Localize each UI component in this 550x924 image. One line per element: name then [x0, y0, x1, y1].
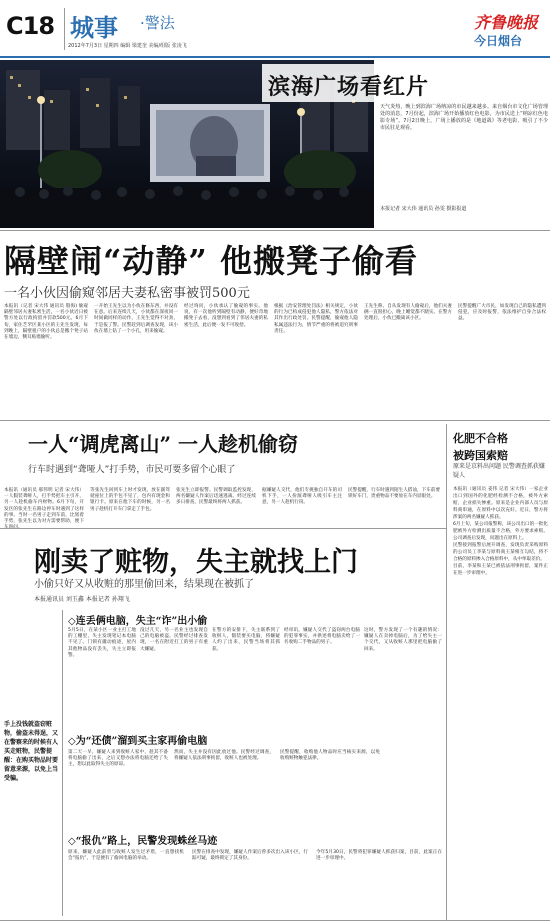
story4-column: 5月5日，在某小区一业主打工地的工棚里，失主发现笔记本电脑不见了。门锁有撬动痕迹，屋内其他物品没有丢失，失主立即报警。 [68, 628, 136, 658]
story2-column: 本报讯（记者 宋大伟 通讯员 殷海) 偷窥隔壁邻居夫妻私密生活，一名小伙近日被警方处以行政拘留并罚款500元。6月下旬，家住芝罘区某小区的王先生发现，每到晚上，隔壁租户的小伙总是搬个凳子站在墙边，侧耳贴墙偷听。 [4, 304, 88, 341]
story2-headline: 隔壁闹“动静” 他搬凳子偷看 [4, 242, 418, 280]
story2-column: 一开始王先生以为小伙在修东西，并没有在意。后来连续几天，小伙都在深夜同一时间做同样的动作，王先生觉得不对劲，于是报了警。民警赶到后调查发现，该小伙在墙上钻了一个小孔，用来偷窥。 [94, 304, 178, 334]
story3-column: 张先生立即报警。民警调取监控发现，两名嫌疑人作案后迅速逃离。经过连续多日排查，民警最终将两人抓获。 [176, 488, 256, 506]
sidebar-headline-line1: 化肥不合格 [453, 432, 508, 445]
story4-subhead: 小偷只好又从收赃的那里偷回来，结果现在被抓了 [34, 579, 254, 590]
story4-column: 没过几天，另一名业主也发现自己的电脑被盗。民警经过排查发现，一名在附近打工的男子有重大嫌疑。 [140, 628, 208, 652]
story3-column: 民警提醒，行车时遇到陌生人搭讪，下车前要锁好车门，贵重物品不要放在车内显眼处。 [348, 488, 440, 500]
bottom-rule [0, 920, 550, 921]
story3-subhead: 行车时遇到“聋哑人”打手势，市民可要多留个心眼了 [28, 465, 236, 475]
section-title: 城事 [70, 13, 118, 42]
edition-name: 今日烟台 [474, 34, 523, 48]
story4-column: 民警提醒，收购他人物品时应当核实来源，以免收购赃物触犯法律。 [280, 750, 380, 762]
column-rule [62, 610, 63, 916]
sidebar-subhead: 原来是京料出问题 民警调查抓获嫌疑人 [453, 463, 545, 479]
rule [0, 420, 550, 421]
story2-column: 经过询问，小伙承认了偷窥的事实。他说，有一次他听到隔壁有动静，便好奇地搬凳子去看，没想到看到了邻居夫妻的私密生活，此后便一发不可收拾。 [184, 304, 268, 328]
story2-column: 王先生称，自从发现有人偷窥后，他们夫妻俩一直很担心，晚上睡觉都不踏实。在警方处理后，小伙已搬离该小区。 [364, 304, 452, 322]
story2-column: 根据《治安管理处罚法》相关规定，小伙的行为已构成侵犯他人隐私，警方依法对其作出行政处罚。民警提醒，偷窥他人隐私属违法行为，情节严重的将被追究刑事责任。 [274, 304, 358, 334]
story4-column: 第二天一早，嫌疑人来到收赃人家中，趁其不备将电脑偷了出来，之后又想办法将电脑还给了失主，想以此取得失主的原谅。 [68, 750, 168, 768]
story4-column: 今年5月30日，民警将犯罪嫌疑人抓获归案，目前，此案正在进一步审理中。 [316, 850, 442, 862]
newspaper-logo: 齐鲁晚报 [474, 13, 539, 32]
story4-byline: 本报通讯员 刘玉鑫 本报记者 孙翔飞 [34, 596, 130, 603]
story1-byline: 本报记者 宋大伟 通讯员 孙雯 摄影报道 [380, 206, 467, 212]
story1-headline: 滨海广场看红片 [268, 74, 430, 100]
page-number: C18 [6, 12, 55, 40]
story2-column: 民警提醒广大市民，如发现自己的隐私遭到侵犯，应及时报警，依法维护自身合法权益。 [458, 304, 546, 322]
story3-column: 本报讯（通讯员 郝伟明 记者 宋大伟）一人假装聋哑人，打手势把车主引开，另一人趁机偷车内财物。6月下旬，开发区的张先生在路边停车时遇到了这样的事。当时一名男子走到车前，比划着手势，张先生以为对方需要帮助，便下 [4, 488, 84, 525]
sidebar-headline-line2: 被跨国索赔 [453, 449, 508, 462]
story4-column: 原来，嫌疑人此前曾与收赃人发生过矛盾，一直想找机会“报仇”，于是便有了偷回电脑的举动。 [68, 850, 184, 862]
story3-column: 等张先生回到车上时才发现，放在副驾驶座位上的手包不见了，包内有现金和银行卡。原来在他下车的时候，另一名男子趁机打开车门拿走了手包。 [90, 488, 170, 512]
rule [0, 230, 550, 231]
header-divider [64, 8, 65, 50]
story4-column: 经审讯，嫌疑人交代了盗窃两台电脑的犯罪事实，并供述将电脑卖给了一名收购二手物品的男子。 [284, 628, 360, 646]
story3-headline: 一人“调虎离山” 一人趁机偷窃 [28, 432, 298, 456]
story4-column: 在警方的安排下，失主联系到了收赃人，假装要买电脑，将嫌疑人约了出来，民警当场将其抓获。 [212, 628, 280, 652]
header-rule [0, 56, 550, 58]
column-rule [446, 424, 447, 920]
story4-section-title: ◇“报仇”路上，民警发现蛛丝马迹 [68, 836, 218, 847]
rule [0, 528, 446, 529]
story4-headline: 刚卖了赃物，失主就找上门 [34, 547, 358, 578]
sidebar-body: 本报讯（通讯员 姜伟 记者 宋大伟）一家企业出口到国外的化肥经检测不合格，被外方索赔，企业损失惨重。原来是企业内部人员与原料商串通，在原料中以次充好。近日，警方将涉案的两名嫌疑人抓获。 6月上旬，某公司报警称，该公司出口的一批化肥被外方检测出质量不合格，外方要求索赔。公司调查后发现，问题出在原料上。 民警接到报警后展开调查，发现负责采购原料的公司员工李某与原料商王某相互勾结，将不合格的原料掺入合格原料中，从中牟取差价。 目前，李某和王某已被依法刑事拘留，案件正在进一步审理中。 [453, 487, 548, 576]
story3-column: 据嫌疑人交代，他们专挑独自开车的司机下手，一人扮演聋哑人吸引车主注意，另一人趁机行窃。 [262, 488, 342, 506]
story4-section-title: ◇连丢俩电脑，失主“诈”出小偷 [68, 616, 208, 627]
story4-column: 民警在排查中发现，嫌疑人作案后曾多次出入该小区，行踪可疑，最终锁定了其身份。 [192, 850, 308, 862]
story4-section-title: ◇为“还债”溜到买主家再偷电脑 [68, 736, 208, 747]
story1-body: 天气炎热，晚上到滨海广场纳凉的市民越来越多。来自烟台市文化广场管理处的消息，7月份起，滨海广场开始播放红色电影，为市民送上“纳凉红色电影专场”。7月2日晚上，广场上播放的是《地道战》等老电影，吸引了不少市民驻足观看。 [380, 104, 548, 131]
section-subtitle: ·警法 [140, 14, 175, 32]
sidebar-headline [453, 430, 548, 464]
story4-column: 这时，警方发现了一个有趣的情况：嫌疑人在卖掉电脑后，为了给失主一个交代，又从收赃人那里把电脑偷了回来。 [364, 628, 442, 652]
issue-meta: 2012年7月3日 星期四 编辑 梁建奎 美编/组版 张凌飞 [68, 43, 187, 49]
story4-column: 然而，失主并没有因此放过他。民警经过调查，将嫌疑人依法刑事拘留，收赃人也被处理。 [174, 750, 274, 762]
story2-subhead: 一名小伙因偷窥邻居夫妻私密事被罚500元 [4, 286, 250, 301]
pull-quote: 手上没钱就盗窃赃物，偷盗未得逞，又在警察来的时候有人买走赃物，民警提醒：在购买物品时要留意来源，以免上当受骗。 [4, 721, 59, 782]
page-header [0, 0, 550, 56]
